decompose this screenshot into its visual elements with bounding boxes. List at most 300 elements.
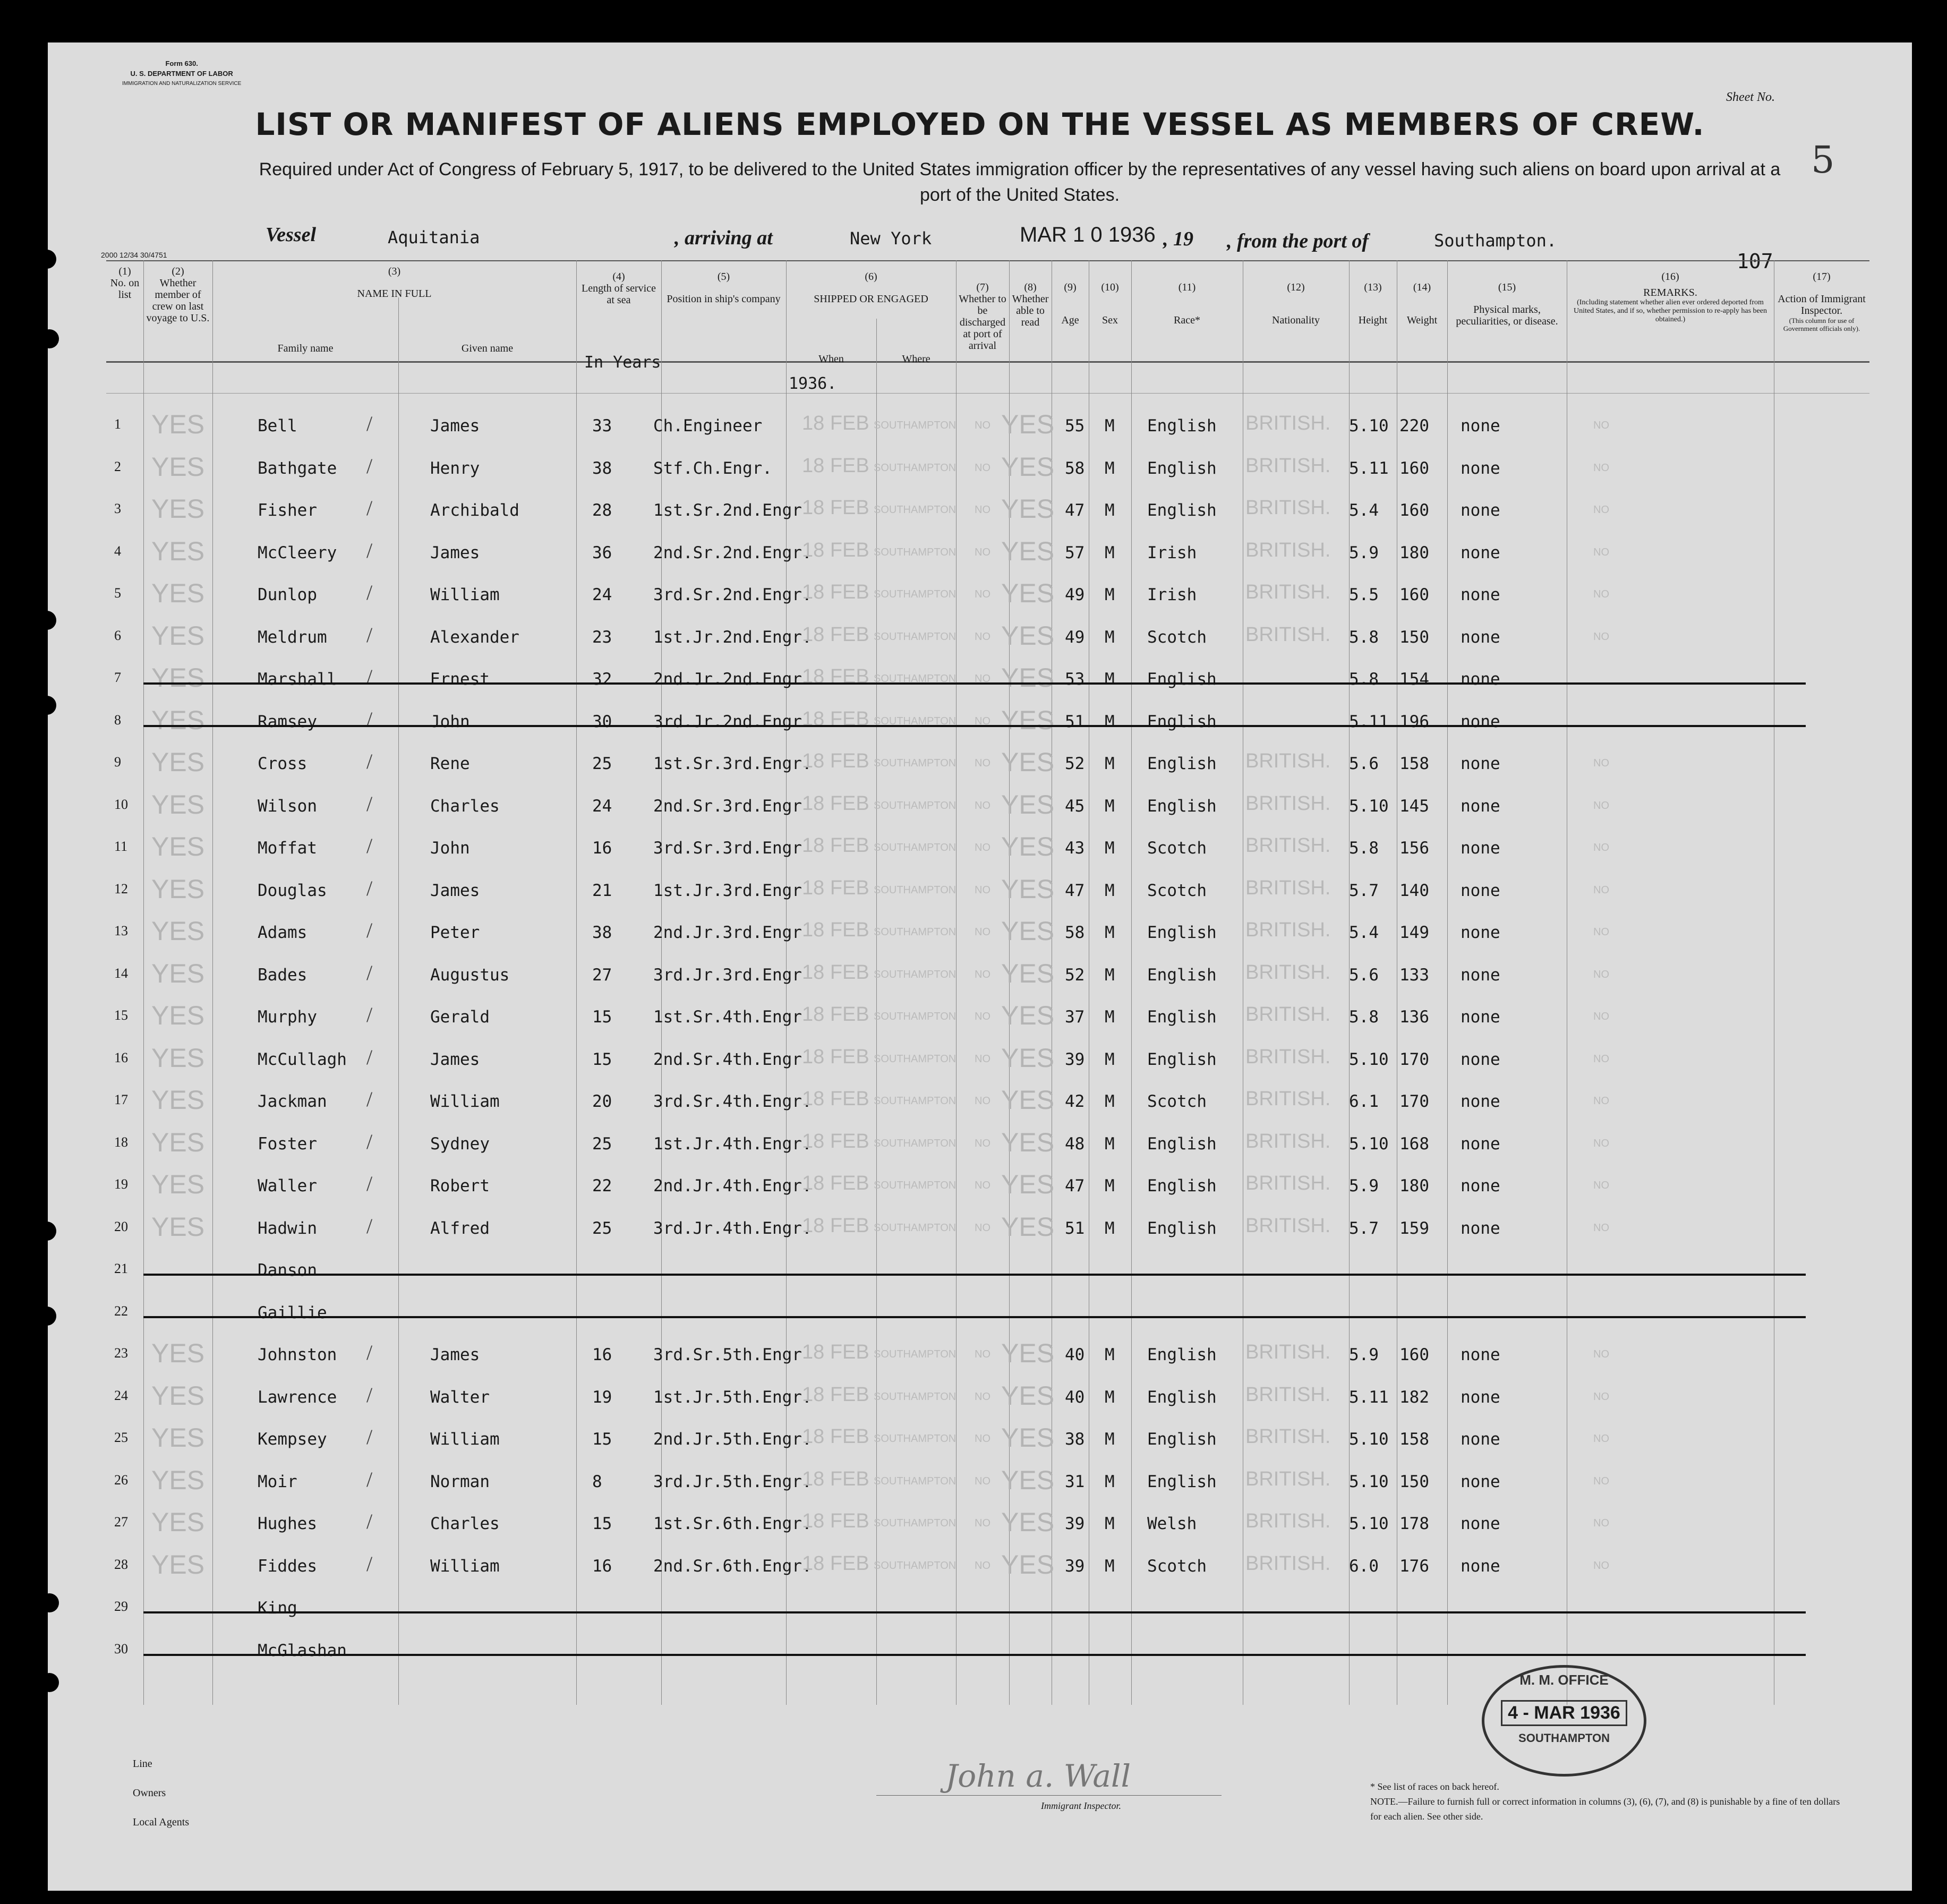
crew-row (48, 1591, 1912, 1632)
crew-row (48, 662, 1912, 703)
remarks-cell: NO (1593, 1180, 1609, 1191)
sex-cell: M (1105, 712, 1115, 731)
shipped-where-cell: SOUTHAMPTON (874, 968, 957, 980)
sex-cell: M (1105, 670, 1115, 689)
shipped-when-cell: 18 FEB (802, 1341, 869, 1363)
nationality-cell: BRITISH. (1245, 1425, 1331, 1448)
race-cell: Scotch (1147, 1556, 1207, 1576)
race-cell: English (1147, 796, 1217, 816)
service-years-cell: 15 (592, 1049, 612, 1069)
crew-row (48, 451, 1912, 492)
position-cell: 2nd.Jr.3rd.Engr (653, 923, 802, 942)
family-name-cell: McCleery (258, 543, 337, 562)
family-name-cell: Waller (258, 1176, 317, 1196)
weight-cell: 158 (1399, 1430, 1429, 1449)
shipped-where-cell: SOUTHAMPTON (874, 630, 957, 643)
family-name-cell: Bathgate (258, 458, 337, 478)
form-number: Form 630. (165, 59, 198, 67)
remarks-cell: NO (1593, 1475, 1609, 1487)
shipped-when-cell: 18 FEB (802, 1003, 869, 1026)
prev-voyage-cell: YES (151, 663, 205, 693)
sex-cell: M (1105, 1008, 1115, 1027)
nationality-cell: BRITISH. (1245, 876, 1331, 899)
binder-hole (37, 1222, 56, 1241)
remarks-cell: NO (1593, 842, 1609, 853)
discharged-cell: NO (975, 588, 990, 600)
service-years-cell: 16 (592, 1556, 612, 1576)
given-name-cell: Robert (430, 1176, 490, 1196)
crew-row (48, 1211, 1912, 1252)
family-name-cell: Bades (258, 965, 308, 985)
family-name-cell: Fiddes (258, 1556, 317, 1576)
sex-cell: M (1105, 1218, 1115, 1238)
nationality-cell: BRITISH. (1245, 961, 1331, 984)
physical-marks-cell: none (1461, 712, 1500, 731)
weight-cell: 180 (1399, 1176, 1429, 1196)
weight-cell: 170 (1399, 1092, 1429, 1111)
crew-row (48, 409, 1912, 449)
given-name-header: Given name (461, 343, 514, 354)
shipped-where-cell: SOUTHAMPTON (874, 1559, 957, 1572)
given-name-cell: Charles (430, 1514, 500, 1533)
race-cell: Irish (1147, 585, 1197, 604)
discharged-cell: NO (975, 630, 990, 643)
crew-row (48, 1253, 1912, 1294)
shipped-when-cell: 18 FEB (802, 792, 869, 815)
row-number: 18 (114, 1134, 128, 1150)
discharged-cell: NO (975, 1433, 990, 1445)
race-cell: Scotch (1147, 627, 1207, 647)
race-cell: English (1147, 1430, 1217, 1449)
shipped-when-cell: 18 FEB (802, 1214, 869, 1237)
physical-marks-cell: none (1461, 543, 1500, 562)
able-to-read-cell: YES (1001, 620, 1055, 651)
given-name-cell: Alexander (430, 627, 519, 647)
service-years-cell: 32 (592, 670, 612, 689)
sex-cell: M (1105, 923, 1115, 942)
discharged-cell: NO (975, 1137, 990, 1149)
race-cell: English (1147, 501, 1217, 520)
shipped-where-cell: SOUTHAMPTON (874, 504, 957, 516)
race-cell: Scotch (1147, 1092, 1207, 1111)
shipped-when-cell: 18 FEB (802, 1130, 869, 1152)
arrival-date-stamp: MAR 1 0 1936 (1020, 223, 1156, 246)
sheet-no-label: Sheet No. (1726, 90, 1775, 104)
service-years-cell: 36 (592, 543, 612, 562)
physical-marks-cell: none (1461, 754, 1500, 773)
physical-marks-cell: none (1461, 839, 1500, 858)
shipped-when-cell: 18 FEB (802, 1088, 869, 1110)
prev-voyage-cell: YES (151, 789, 205, 819)
able-to-read-cell: YES (1001, 874, 1055, 904)
able-to-read-cell: YES (1001, 1423, 1055, 1453)
height-cell: 5.10 (1349, 1514, 1389, 1533)
family-name-cell: Meldrum (258, 627, 327, 647)
service-years-cell: 15 (592, 1430, 612, 1449)
col-header-11: (11) Race* (1174, 281, 1200, 326)
sex-cell: M (1105, 1472, 1115, 1491)
shipped-when-header: When (818, 353, 844, 365)
row-number: 15 (114, 1008, 128, 1023)
height-cell: 5.8 (1349, 627, 1379, 647)
sex-cell: M (1105, 1092, 1115, 1111)
service-years-cell: 25 (592, 754, 612, 773)
given-name-cell: Sydney (430, 1134, 490, 1154)
signature-line (876, 1758, 1222, 1796)
able-to-read-cell: YES (1001, 1043, 1055, 1073)
header-bottom-rule (106, 361, 1869, 363)
discharged-cell: NO (975, 1180, 990, 1191)
position-cell: 2nd.Sr.3rd.Engr (653, 796, 802, 816)
position-cell: 3rd.Sr.5th.Engr (653, 1345, 802, 1364)
physical-marks-cell: none (1461, 416, 1500, 436)
physical-marks-cell: none (1461, 1008, 1500, 1027)
able-to-read-cell: YES (1001, 747, 1055, 777)
service-years-cell: 23 (592, 627, 612, 647)
height-cell: 5.9 (1349, 543, 1379, 562)
office-stamp (1482, 1665, 1646, 1777)
able-to-read-cell: YES (1001, 1169, 1055, 1199)
row-number: 13 (114, 923, 128, 938)
nationality-cell: BRITISH. (1245, 1467, 1331, 1490)
race-cell: English (1147, 1345, 1217, 1364)
race-cell: Welsh (1147, 1514, 1197, 1533)
service-name: IMMIGRATION AND NATURALIZATION SERVICE (122, 81, 242, 87)
department: U. S. DEPARTMENT OF LABOR (130, 70, 233, 78)
stamp-top-text: M. M. OFFICE (1519, 1672, 1609, 1688)
remarks-cell: NO (1593, 588, 1609, 600)
weight-cell: 154 (1399, 670, 1429, 689)
given-name-cell: James (430, 1345, 480, 1364)
physical-marks-cell: none (1461, 965, 1500, 985)
nationality-cell: BRITISH. (1245, 1383, 1331, 1406)
weight-cell: 160 (1399, 501, 1429, 520)
able-to-read-cell: YES (1001, 1085, 1055, 1115)
weight-cell: 196 (1399, 712, 1429, 731)
check-mark-icon: / (366, 918, 373, 942)
shipped-when-cell: 18 FEB (802, 412, 869, 434)
race-cell: English (1147, 754, 1217, 773)
given-name-cell: Henry (430, 458, 480, 478)
local-agents-label: Local Agents (133, 1816, 190, 1828)
prev-voyage-cell: YES (151, 916, 205, 946)
given-name-cell: Alfred (430, 1218, 490, 1238)
check-mark-icon: / (366, 707, 373, 731)
shipped-where-cell: SOUTHAMPTON (874, 420, 957, 431)
able-to-read-cell: YES (1001, 578, 1055, 608)
check-mark-icon: / (366, 749, 373, 773)
crew-row (48, 1549, 1912, 1590)
position-cell: 1st.Jr.5th.Engr. (653, 1387, 812, 1407)
check-mark-icon: / (366, 960, 373, 985)
binder-hole (40, 329, 59, 348)
able-to-read-cell: YES (1001, 789, 1055, 819)
sex-cell: M (1105, 416, 1115, 436)
line-label: Line (133, 1758, 152, 1770)
prev-voyage-cell: YES (151, 536, 205, 566)
shipped-where-cell: SOUTHAMPTON (874, 588, 957, 600)
nationality-cell: BRITISH. (1245, 834, 1331, 857)
vessel-label: Vessel (266, 224, 316, 246)
nationality-cell: BRITISH. (1245, 497, 1331, 519)
physical-marks-cell: none (1461, 1514, 1500, 1533)
weight-cell: 160 (1399, 585, 1429, 604)
age-cell: 40 (1065, 1345, 1085, 1364)
height-cell: 5.5 (1349, 585, 1379, 604)
row-number: 16 (114, 1049, 128, 1065)
family-name-cell: Wilson (258, 796, 317, 816)
shipped-where-cell: SOUTHAMPTON (874, 673, 957, 685)
crew-row (48, 831, 1912, 872)
shipped-where-cell: SOUTHAMPTON (874, 799, 957, 812)
family-name-cell: Marshall (258, 670, 337, 689)
height-cell: 5.4 (1349, 501, 1379, 520)
sex-cell: M (1105, 627, 1115, 647)
crew-row (48, 1380, 1912, 1421)
race-cell: Scotch (1147, 839, 1207, 858)
family-name-cell: McCullagh (258, 1049, 347, 1069)
service-years-cell: 38 (592, 923, 612, 942)
age-cell: 49 (1065, 627, 1085, 647)
shipped-where-cell: SOUTHAMPTON (874, 1180, 957, 1191)
height-cell: 5.6 (1349, 754, 1379, 773)
family-name-cell: King (258, 1599, 297, 1618)
check-mark-icon: / (366, 834, 373, 858)
given-name-cell: William (430, 1430, 500, 1449)
position-cell: 2nd.Jr.5th.Engr. (653, 1430, 812, 1449)
position-cell: 3rd.Jr.2nd.Engr (653, 712, 802, 731)
sex-cell: M (1105, 881, 1115, 900)
height-cell: 6.1 (1349, 1092, 1379, 1111)
crew-row (48, 1043, 1912, 1083)
family-name-cell: Jackman (258, 1092, 327, 1111)
position-cell: 3rd.Sr.2nd.Engr. (653, 585, 812, 604)
arriving-port: New York (850, 228, 932, 249)
age-cell: 48 (1065, 1134, 1085, 1154)
race-cell: English (1147, 1387, 1217, 1407)
row-number: 29 (114, 1599, 128, 1614)
given-name-cell: John (430, 712, 470, 731)
row-number: 25 (114, 1430, 128, 1445)
race-cell: Irish (1147, 543, 1197, 562)
physical-marks-cell: none (1461, 796, 1500, 816)
page-title: LIST OR MANIFEST OF ALIENS EMPLOYED ON THE VESSEL AS MEMBERS OF CREW. (255, 106, 1705, 142)
prev-voyage-cell: YES (151, 1338, 205, 1368)
physical-marks-cell: none (1461, 1176, 1500, 1196)
height-cell: 5.4 (1349, 923, 1379, 942)
shipped-when-cell: 18 FEB (802, 834, 869, 857)
service-years-cell: 33 (592, 416, 612, 436)
family-name-cell: Dunlop (258, 585, 317, 604)
prev-voyage-cell: YES (151, 705, 205, 735)
race-cell: English (1147, 1134, 1217, 1154)
sex-cell: M (1105, 585, 1115, 604)
service-years-cell: 8 (592, 1472, 602, 1491)
row-number: 20 (114, 1218, 128, 1234)
physical-marks-cell: none (1461, 627, 1500, 647)
service-years-cell: 22 (592, 1176, 612, 1196)
col-header-3: (3) NAME IN FULL (357, 266, 432, 300)
inspector-signature: John a. Wall (945, 1758, 1131, 1794)
shipped-when-cell: 18 FEB (802, 665, 869, 688)
position-cell: 2nd.Sr.2nd.Engr. (653, 543, 812, 562)
check-mark-icon: / (366, 1214, 373, 1238)
crew-row (48, 1127, 1912, 1167)
col-header-7: (7) Whether to be discharged at port of arrival (959, 281, 1006, 352)
able-to-read-cell: YES (1001, 1549, 1055, 1579)
height-cell: 5.10 (1349, 1049, 1389, 1069)
physical-marks-cell: none (1461, 670, 1500, 689)
position-cell: 3rd.Jr.4th.Engr. (653, 1218, 812, 1238)
row-number: 24 (114, 1387, 128, 1403)
given-name-cell: Augustus (430, 965, 510, 985)
discharged-cell: NO (975, 1475, 990, 1487)
race-cell: English (1147, 1008, 1217, 1027)
physical-marks-cell: none (1461, 1430, 1500, 1449)
able-to-read-cell: YES (1001, 1380, 1055, 1411)
row-number: 2 (114, 458, 121, 474)
discharged-cell: NO (975, 968, 990, 980)
able-to-read-cell: YES (1001, 958, 1055, 988)
family-name-cell: Bell (258, 416, 297, 436)
prev-voyage-cell: YES (151, 958, 205, 988)
weight-cell: 220 (1399, 416, 1429, 436)
physical-marks-cell: none (1461, 501, 1500, 520)
sex-cell: M (1105, 754, 1115, 773)
given-name-cell: Charles (430, 796, 500, 816)
check-mark-icon: / (366, 665, 373, 689)
shipped-where-header: Where (902, 353, 930, 365)
age-cell: 45 (1065, 796, 1085, 816)
shipped-when-cell: 18 FEB (802, 919, 869, 941)
nationality-cell: BRITISH. (1245, 1510, 1331, 1532)
check-mark-icon: / (366, 1341, 373, 1364)
physical-marks-cell: none (1461, 1092, 1500, 1111)
col-header-2: (2) Whether member of crew on last voyage to U.S. (146, 266, 210, 324)
prev-voyage-cell: YES (151, 1380, 205, 1411)
service-years-cell: 15 (592, 1514, 612, 1533)
header-sub-rule (106, 393, 1869, 394)
crew-row (48, 916, 1912, 956)
age-cell: 58 (1065, 458, 1085, 478)
check-mark-icon: / (366, 791, 373, 816)
height-cell: 5.10 (1349, 1472, 1389, 1491)
family-name-cell: Douglas (258, 881, 327, 900)
header-top-rule (106, 260, 1869, 261)
owners-label: Owners (133, 1787, 166, 1799)
service-years-cell: 16 (592, 839, 612, 858)
age-cell: 51 (1065, 1218, 1085, 1238)
able-to-read-cell: YES (1001, 409, 1055, 439)
weight-cell: 149 (1399, 923, 1429, 942)
nationality-cell: BRITISH. (1245, 1130, 1331, 1152)
discharged-cell: NO (975, 715, 990, 727)
position-cell: 3rd.Sr.4th.Engr. (653, 1092, 812, 1111)
age-cell: 51 (1065, 712, 1085, 731)
height-cell: 5.7 (1349, 1218, 1379, 1238)
row-number: 8 (114, 712, 121, 728)
prev-voyage-cell: YES (151, 1549, 205, 1579)
binder-hole (40, 1593, 59, 1612)
prev-voyage-cell: YES (151, 620, 205, 651)
age-cell: 39 (1065, 1556, 1085, 1576)
col-header-17: (17) Action of Immigrant Inspector. (This column for use of Government officials only). (1778, 271, 1866, 332)
prev-voyage-cell: YES (151, 578, 205, 608)
prev-voyage-cell: YES (151, 451, 205, 482)
race-cell: English (1147, 1472, 1217, 1491)
strike-through-line (143, 1654, 1806, 1656)
shipped-when-cell: 18 FEB (802, 623, 869, 646)
age-cell: 47 (1065, 881, 1085, 900)
weight-cell: 159 (1399, 1218, 1429, 1238)
col-header-4: (4) Length of service at sea (582, 271, 656, 306)
remarks-cell: NO (1593, 504, 1609, 516)
height-cell: 5.10 (1349, 796, 1389, 816)
col-header-13: (13) Height (1358, 281, 1388, 326)
shipped-where-cell: SOUTHAMPTON (874, 1433, 957, 1445)
sex-cell: M (1105, 1345, 1115, 1364)
discharged-cell: NO (975, 546, 990, 558)
race-cell: Scotch (1147, 881, 1207, 900)
row-number: 10 (114, 796, 128, 812)
row-number: 23 (114, 1345, 128, 1361)
position-cell: 1st.Sr.2nd.Engr (653, 501, 802, 520)
position-cell: 1st.Sr.3rd.Engr. (653, 754, 812, 773)
col-header-6: (6) SHIPPED OR ENGAGED (814, 271, 928, 305)
row-number: 4 (114, 543, 121, 559)
shipped-where-cell: SOUTHAMPTON (874, 884, 957, 896)
shipped-when-cell: 18 FEB (802, 581, 869, 603)
check-mark-icon: / (366, 496, 373, 520)
age-cell: 40 (1065, 1387, 1085, 1407)
remarks-cell: NO (1593, 546, 1609, 558)
page-number: 107 (1737, 250, 1773, 273)
discharged-cell: NO (975, 1053, 990, 1065)
crew-row (48, 1634, 1912, 1674)
col-header-5: (5) Position in ship's company (667, 271, 781, 305)
family-name-cell: Moffat (258, 839, 317, 858)
able-to-read-cell: YES (1001, 1001, 1055, 1030)
sex-cell: M (1105, 501, 1115, 520)
discharged-cell: NO (975, 1390, 990, 1403)
family-name-cell: Adams (258, 923, 308, 942)
nationality-cell: BRITISH. (1245, 792, 1331, 815)
weight-cell: 182 (1399, 1387, 1429, 1407)
height-cell: 5.11 (1349, 712, 1389, 731)
row-number: 3 (114, 501, 121, 516)
shipped-where-cell: SOUTHAMPTON (874, 462, 957, 474)
strike-through-line (143, 1611, 1806, 1613)
age-cell: 47 (1065, 501, 1085, 520)
race-cell: English (1147, 712, 1217, 731)
check-mark-icon: / (366, 1551, 373, 1576)
race-cell: English (1147, 1049, 1217, 1069)
able-to-read-cell: YES (1001, 832, 1055, 861)
shipped-where-cell: SOUTHAMPTON (874, 1475, 957, 1487)
shipped-where-cell: SOUTHAMPTON (874, 1137, 957, 1149)
height-cell: 5.9 (1349, 1345, 1379, 1364)
physical-marks-cell: none (1461, 1345, 1500, 1364)
discharged-cell: NO (975, 1348, 990, 1360)
shipped-where-cell: SOUTHAMPTON (874, 1222, 957, 1234)
able-to-read-cell: YES (1001, 536, 1055, 566)
able-to-read-cell: YES (1001, 1127, 1055, 1157)
service-years-cell: 27 (592, 965, 612, 985)
discharged-cell: NO (975, 1517, 990, 1529)
check-mark-icon: / (366, 1129, 373, 1154)
weight-cell: 133 (1399, 965, 1429, 985)
strike-through-line (143, 1316, 1806, 1318)
